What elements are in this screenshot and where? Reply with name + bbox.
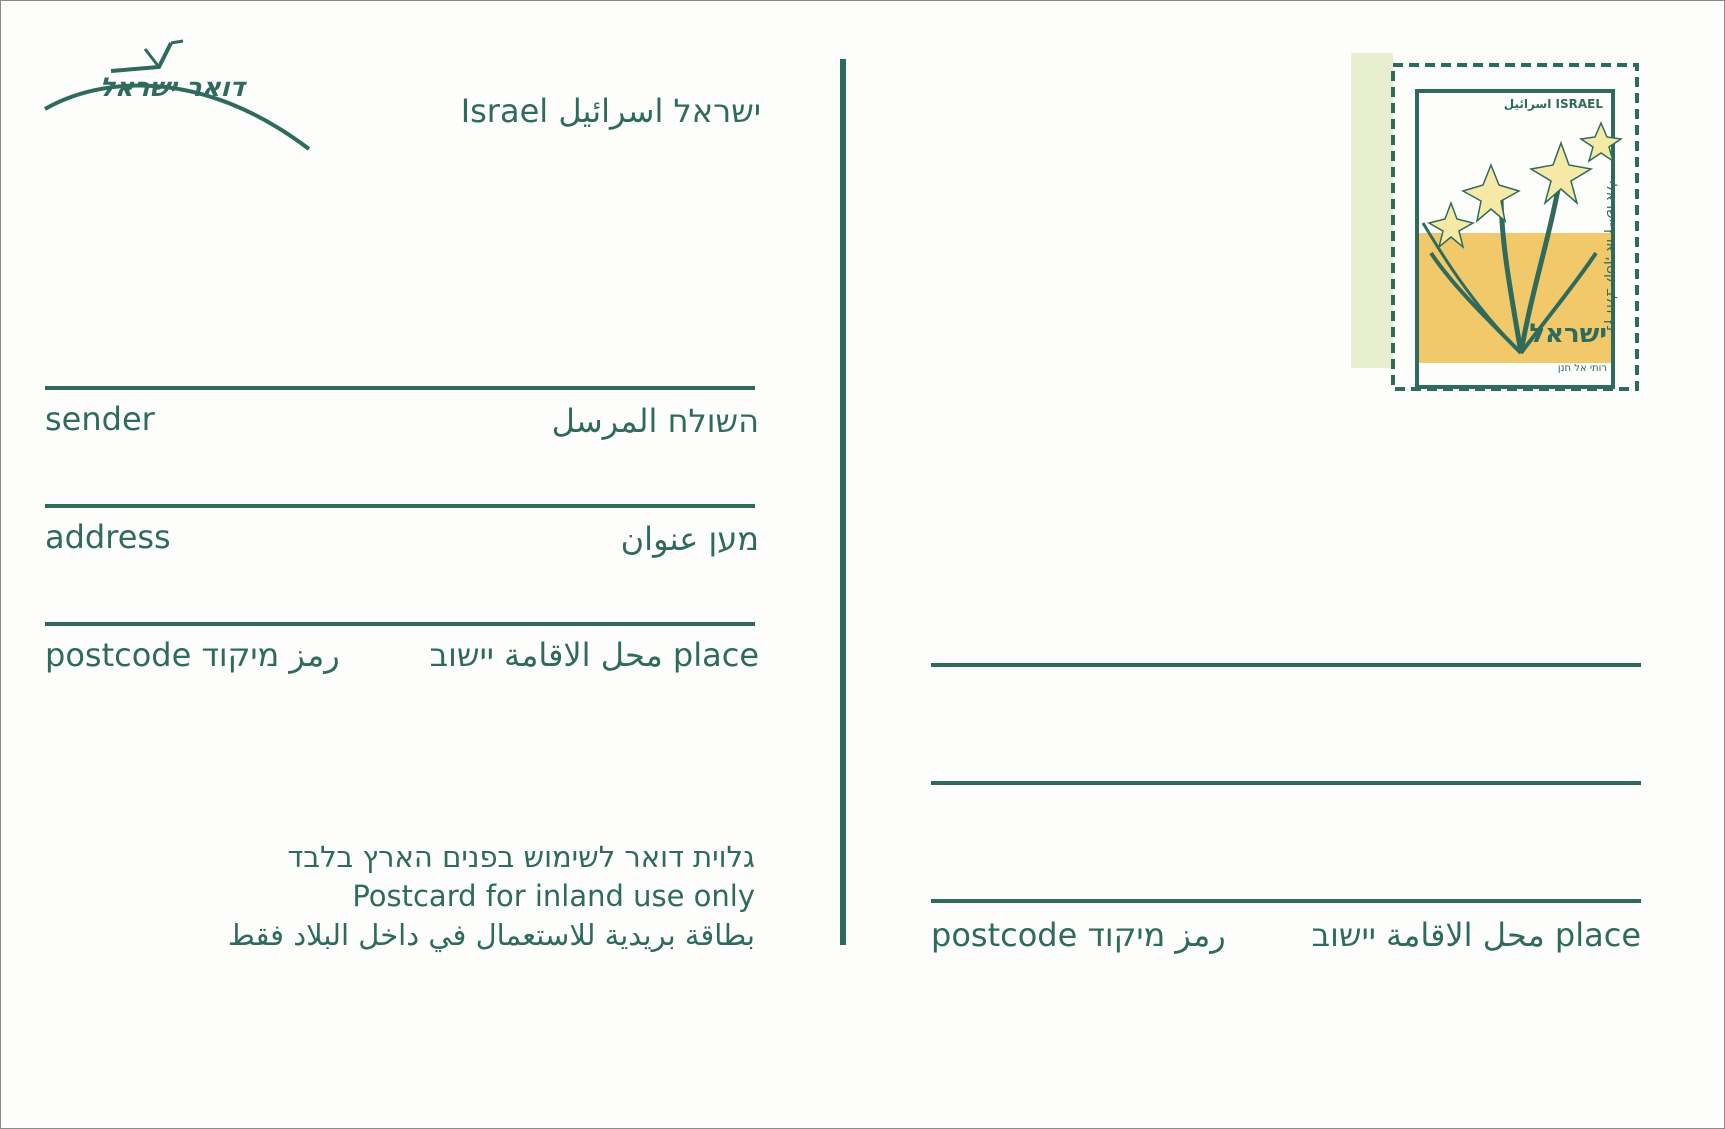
- recipient-postcode-line[interactable]: [931, 899, 1641, 903]
- recipient-line-1[interactable]: [931, 663, 1641, 667]
- postcode-label-right: postcode رمز מיקוד: [931, 916, 1226, 954]
- imprinted-stamp: [1351, 53, 1641, 393]
- israel-post-logo: [41, 37, 311, 157]
- postcode-label-left: postcode رمز מיקוד: [45, 636, 340, 674]
- sender-label: sender: [45, 400, 155, 438]
- sender-line[interactable]: [45, 386, 755, 390]
- logo-hebrew-text: דואר ישראל: [97, 73, 251, 103]
- stamp-country-top: ISRAEL اسرائيل: [1503, 97, 1603, 111]
- address-label: address: [45, 518, 171, 556]
- stamp-designer: רותי אל חנן: [1557, 363, 1607, 374]
- postcode-place-line[interactable]: [45, 622, 755, 626]
- inland-note-arabic: بطاقة بريدية للاستعمال في داخل البلاد فقط: [227, 918, 755, 952]
- inland-note-hebrew: גלוית דואר לשימוש בפנים הארץ בלבד: [287, 840, 755, 874]
- stamp-flower-caption: נץ חלב קטן, ארץ-ישראלי: [1603, 180, 1619, 331]
- country-name-header: ישראל اسرائيل Israel: [460, 92, 761, 130]
- center-divider: [840, 59, 846, 945]
- address-label-hebrew-arabic: מען عنوان: [620, 520, 759, 558]
- address-line[interactable]: [45, 504, 755, 508]
- sender-label-hebrew-arabic: השולח المرسل: [551, 402, 759, 440]
- place-label-right: place محل الاقامة יישוב: [1311, 916, 1641, 954]
- stamp-country-hebrew: ישראל: [1529, 319, 1607, 349]
- place-label-left: place محل الاقامة יישוב: [429, 636, 759, 674]
- recipient-line-2[interactable]: [931, 781, 1641, 785]
- inland-note-english: Postcard for inland use only: [352, 879, 755, 913]
